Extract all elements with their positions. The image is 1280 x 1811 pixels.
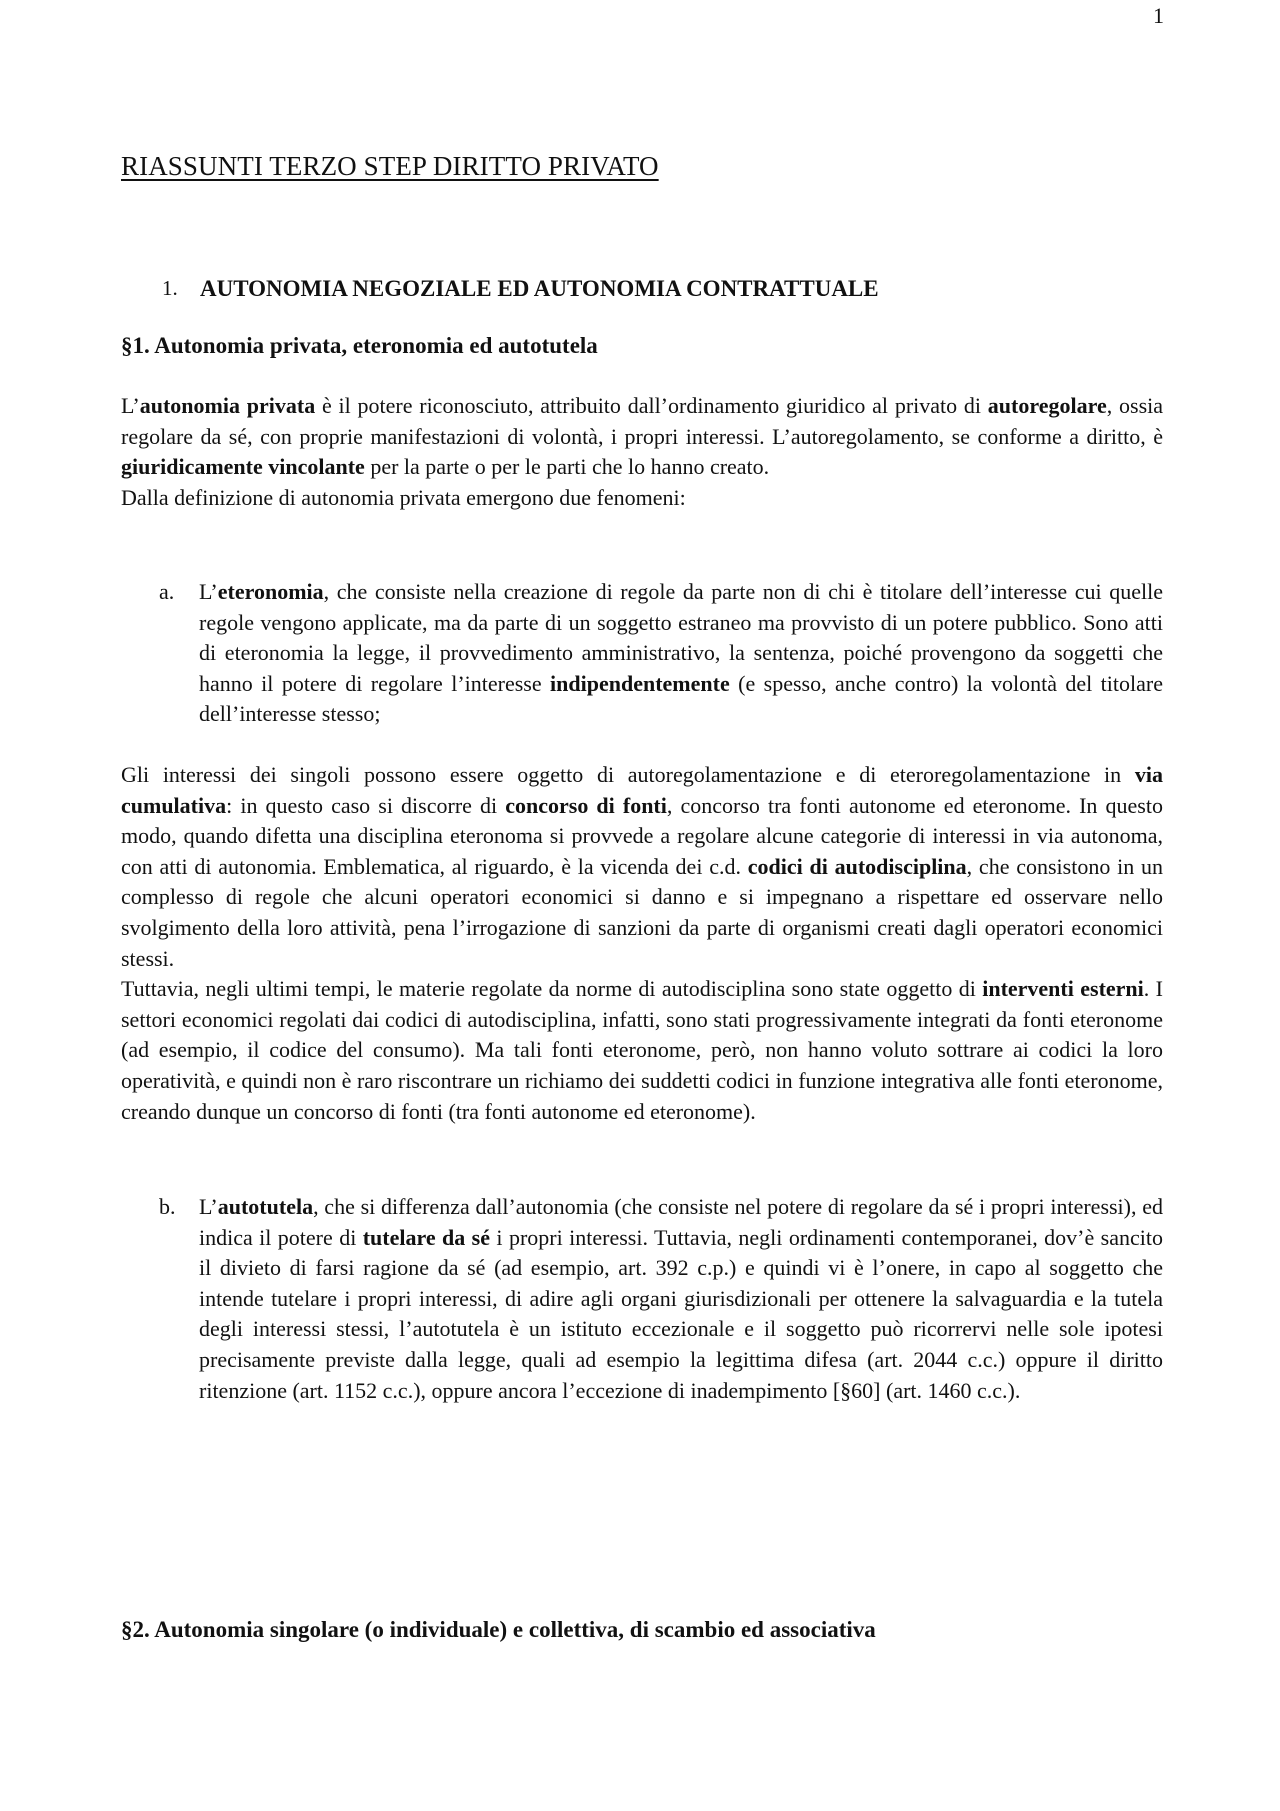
list-item-b [121, 1192, 1163, 1406]
term-giuridicamente-vincolante: giuridicamente vincolante [121, 454, 365, 480]
term-via-cumulativa: via cumulativa [121, 762, 1163, 818]
intro-paragraph: L’autonomia privata è il potere riconosciuto, attribuito dall’ordinamento giuridico al privato di autoregolare, ossia regolare da sé, con proprie manifestazioni di volontà, i propri interessi. L’autoregolamento, se conforme a diritto, è giuridicamente vincolante per la parte o per le parti che lo hanno creato. [121, 393, 1164, 480]
list-marker-a: a. [159, 579, 175, 604]
term-interventi-esterni: interventi esterni [982, 976, 1144, 1002]
section-1-title: §1. Autonomia privata, eteronomia ed autotutela [121, 333, 598, 358]
middle-paragraphs [121, 760, 1163, 1127]
term-eteronomia: eteronomia [217, 579, 324, 604]
list-item-a-text: L’eteronomia, che consiste nella creazione di regole da parte non di chi è titolare dell’interesse cui quelle regole vengono applicate, ma da parte di un soggetto estraneo ma provvisto di un potere pubblico. Sono atti di eteronomia la legge, il provvedimento amministrativo, la sentenza, poiché provengono da soggetti che hanno il potere di regolare l’interesse indipendentemente (e spesso, anche contro) la volontà del titolare dell’interesse stesso; [199, 579, 1163, 727]
section-2-title: §2. Autonomia singolare (o individuale) e collettiva, di scambio ed associativa [121, 1617, 876, 1642]
term-autotutela: autotutela [217, 1194, 314, 1219]
chapter-title: AUTONOMIA NEGOZIALE ED AUTONOMIA CONTRATTUALE [200, 276, 879, 301]
concorso-fonti-paragraph: Gli interessi dei singoli possono essere oggetto di autoregolamentazione e di eteroregolamentazione in via cumulativa: in questo caso si discorre di concorso di fonti, concorso tra fonti autonome ed eteronome. In questo modo, quando difetta una disciplina eteronoma si provvede a regolare alcune categorie di interessi in via autonoma, con atti di autonomia. Emblematica, al riguardo, è la vicenda dei c.d. codici di autodisciplina, che consistono in un complesso di regole che alcuni operatori economici si danno e si impegnano a rispettare ed osservare nello svolgimento della loro attività, pena l’irrogazione di sanzioni da parte di organismi creati dagli operatori economici stessi. [121, 762, 1163, 971]
intro-paragraphs [121, 391, 1163, 513]
chapter-heading [162, 276, 879, 302]
document-title: RIASSUNTI TERZO STEP DIRITTO PRIVATO [121, 151, 659, 181]
list-marker-b: b. [159, 1194, 176, 1219]
intro-paragraph-2: Dalla definizione di autonomia privata emergono due fenomeni: [121, 484, 686, 510]
list-item-a [121, 577, 1163, 730]
term-indipendentemente: indipendentemente [550, 670, 730, 696]
term-concorso-di-fonti: concorso di fonti [505, 792, 667, 818]
list-item-b-text: L’autotutela, che si differenza dall’autonomia (che consiste nel potere di regolare da sé i propri interessi), ed indica il potere di tutelare da sé i propri interessi. Tuttavia, negli ordinamenti contemporanei, dov’è sancito il divieto di farsi ragione da sé (ad esempio, art. 392 c.p.) e quindi vi è l’onere, in capo al soggetto che intende tutelare i propri interessi, di adire agli organi giurisdizionali per ottenere la salvaguardia e la tutela degli interessi stessi, l’autotutela è un istituto eccezionale e il soggetto può ricorrervi nelle sole ipotesi precisamente previste dalla legge, quali ad esempio la legittima difesa (art. 2044 c.c.) oppure il diritto ritenzione (art. 1152 c.c.), oppure ancora l’eccezione di inadempimento [§60] (art. 1460 c.c.). [199, 1194, 1163, 1403]
chapter-number: 1. [162, 276, 178, 300]
term-autonomia-privata: autonomia privata [139, 393, 316, 418]
page-number: 1 [1153, 3, 1164, 28]
interventi-esterni-paragraph: Tuttavia, negli ultimi tempi, le materie regolate da norme di autodisciplina sono state oggetto di interventi esterni. I settori economici regolati dai codici di autodisciplina, infatti, sono stati progressivamente integrati da fonti eteronome (ad esempio, il codice del consumo). Ma tali fonti eteronome, però, non hanno voluto sottrare ai codici la loro operatività, e quindi non è raro riscontrare un richiamo dei suddetti codici in funzione integrativa alle fonti eteronome, creando dunque un concorso di fonti (tra fonti autonome ed eteronome). [121, 976, 1163, 1124]
term-autoregolare: autoregolare [987, 393, 1107, 418]
term-tutelare-da-se: tutelare da sé [362, 1224, 491, 1250]
term-codici-di-autodisciplina: codici di autodisciplina [747, 853, 967, 879]
